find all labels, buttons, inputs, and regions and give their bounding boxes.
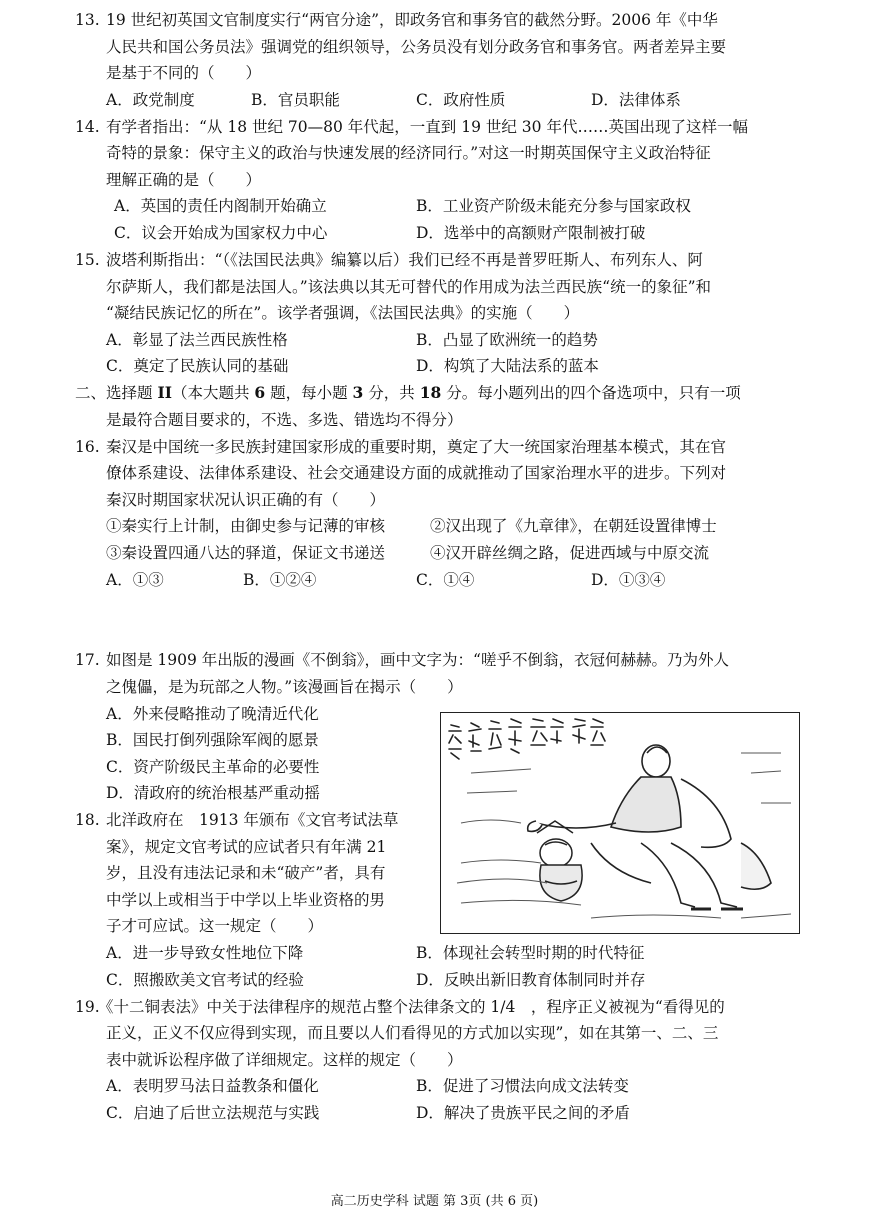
option-a: A．表明罗马法日益教条和僵化 [106,1077,319,1095]
option-d: D．法律体系 [591,91,681,109]
question-text: 19 世纪初英国文官制度实行“两官分途”，即政务官和事务官的截然分野。2006 年《中华 [106,11,718,29]
question-number: 13. [75,11,100,29]
option-b: B．工业资产阶级未能充分参与国家政权 [416,197,691,215]
option-b: B．①②④ [243,571,317,589]
option-a: A．彰显了法兰西民族性格 [106,331,288,349]
option-a: A．政党制度 [106,91,195,109]
option-d: D．清政府的统治根基严重动摇 [106,784,320,802]
statement-item: ④汉开辟丝绸之路，促进西域与中原交流 [430,544,710,562]
question-text: 如图是 1909 年出版的漫画《不倒翁》，画中文字为：“嗟乎不倒翁，衣冠何赫赫。乃为外人 [106,651,729,669]
question-text: 《十二铜表法》中关于法律程序的规范占整个法律条文的 1/4 ，程序正义被视为“看得见的 [98,998,725,1016]
question-text: 北洋政府在 1913 年颁布《文官考试法草 [106,811,399,829]
option-c: C．①④ [416,571,475,589]
question-text: 秦汉是中国统一多民族封建国家形成的重要时期，奠定了大一统国家治理基本模式，其在官 [106,438,727,456]
statement-item: ①秦实行上计制，由御史参与记薄的审核 [106,517,386,535]
question-text: 中学以上或相当于中学以上毕业资格的男 [106,891,386,909]
option-d: D．选举中的高额财产限制被打破 [416,224,646,242]
question-number: 14. [75,118,100,136]
option-d: D．反映出新旧教育体制同时并存 [416,971,646,989]
option-b: B．官员职能 [251,91,340,109]
question-text: 子才可应试。这一规定（ ） [106,917,324,935]
option-a: A．外来侵略推动了晚清近代化 [106,705,319,723]
option-c: C．奠定了民族认同的基础 [106,357,289,375]
question-number: 19. [75,998,100,1016]
question-text: 波塔利斯指出：“（《法国民法典》编纂以后）我们已经不再是普罗旺斯人、布列东人、阿 [106,251,703,269]
option-a: A．进一步导致女性地位下降 [106,944,304,962]
question-text: 之傀儡，是为玩部之人物。”该漫画旨在揭示（ ） [106,678,463,696]
option-a: A．英国的责任内阁制开始确立 [114,197,327,215]
option-d: D．①③④ [591,571,666,589]
cartoon-budaoweng-icon [441,713,798,932]
option-d: D．构筑了大陆法系的蓝本 [416,357,599,375]
section-instructions: 是最符合题目要求的，不选、多选、错选均不得分） [106,411,463,429]
option-a: A．①③ [106,571,164,589]
option-b: B．凸显了欧洲统一的趋势 [416,331,598,349]
question-text: “凝结民族记忆的所在”。该学者强调，《法国民法典》的实施（ ） [106,304,580,322]
question-text: 有学者指出：“从 18 世纪 70—80 年代起，一直到 19 世纪 30 年代……英国出现了这样一幅 [106,118,748,136]
option-b: B．国民打倒列强除军阀的愿景 [106,731,319,749]
question-number: 18. [75,811,100,829]
statement-item: ③秦设置四通八达的驿道，保证文书递送 [106,544,386,562]
option-c: C．照搬欧美文官考试的经验 [106,971,304,989]
section-heading: 二、选择题 II（本大题共 6 题，每小题 3 分，共 18 分。每小题列出的四个备选项中，只有一项 [75,383,741,402]
question-text: 正义，正义不仅应得到实现，而且要以人们看得见的方式加以实现”，如在其第一、二、三 [106,1024,719,1042]
question-number: 15. [75,251,100,269]
option-b: B．体现社会转型时期的时代特征 [416,944,645,962]
page-footer: 高二历史学科 试题 第 3页 (共 6 页) [330,1194,539,1209]
option-c: C．资产阶级民主革命的必要性 [106,758,320,776]
option-d: D．解决了贵族平民之间的矛盾 [416,1104,630,1122]
question-text: 人民共和国公务员法》强调党的组织领导，公务员没有划分政务官和事务官。两者差异主要 [106,38,727,56]
question-number: 17. [75,651,100,669]
question-text: 僚体系建设、法律体系建设、社会交通建设方面的成就推动了国家治理水平的进步。下列对 [106,464,727,482]
question-text: 尔萨斯人，我们都是法国人。”该法典以其无可替代的作用成为法兰西民族“统一的象征”和 [106,278,712,296]
question-text: 岁，且没有违法记录和未“破产”者，具有 [106,864,386,882]
statement-item: ②汉出现了《九章律》，在朝廷设置律博士 [430,517,717,535]
option-c: C．启迪了后世立法规范与实践 [106,1104,320,1122]
option-c: C．议会开始成为国家权力中心 [114,224,328,242]
question-text: 秦汉时期国家状况认识正确的有（ ） [106,491,386,509]
cartoon-image [440,712,800,934]
question-text: 理解正确的是（ ） [106,171,262,189]
question-text: 是基于不同的（ ） [106,64,262,82]
question-text: 表中就诉讼程序做了详细规定。这样的规定（ ） [106,1051,463,1069]
question-text: 奇特的景象：保守主义的政治与快速发展的经济同行。”对这一时期英国保守主义政治特征 [106,144,711,162]
question-text: 案》，规定文官考试的应试者只有年满 21 [106,838,387,856]
option-c: C．政府性质 [416,91,506,109]
option-b: B．促进了习惯法向成文法转变 [416,1077,629,1095]
question-number: 16. [75,438,100,456]
